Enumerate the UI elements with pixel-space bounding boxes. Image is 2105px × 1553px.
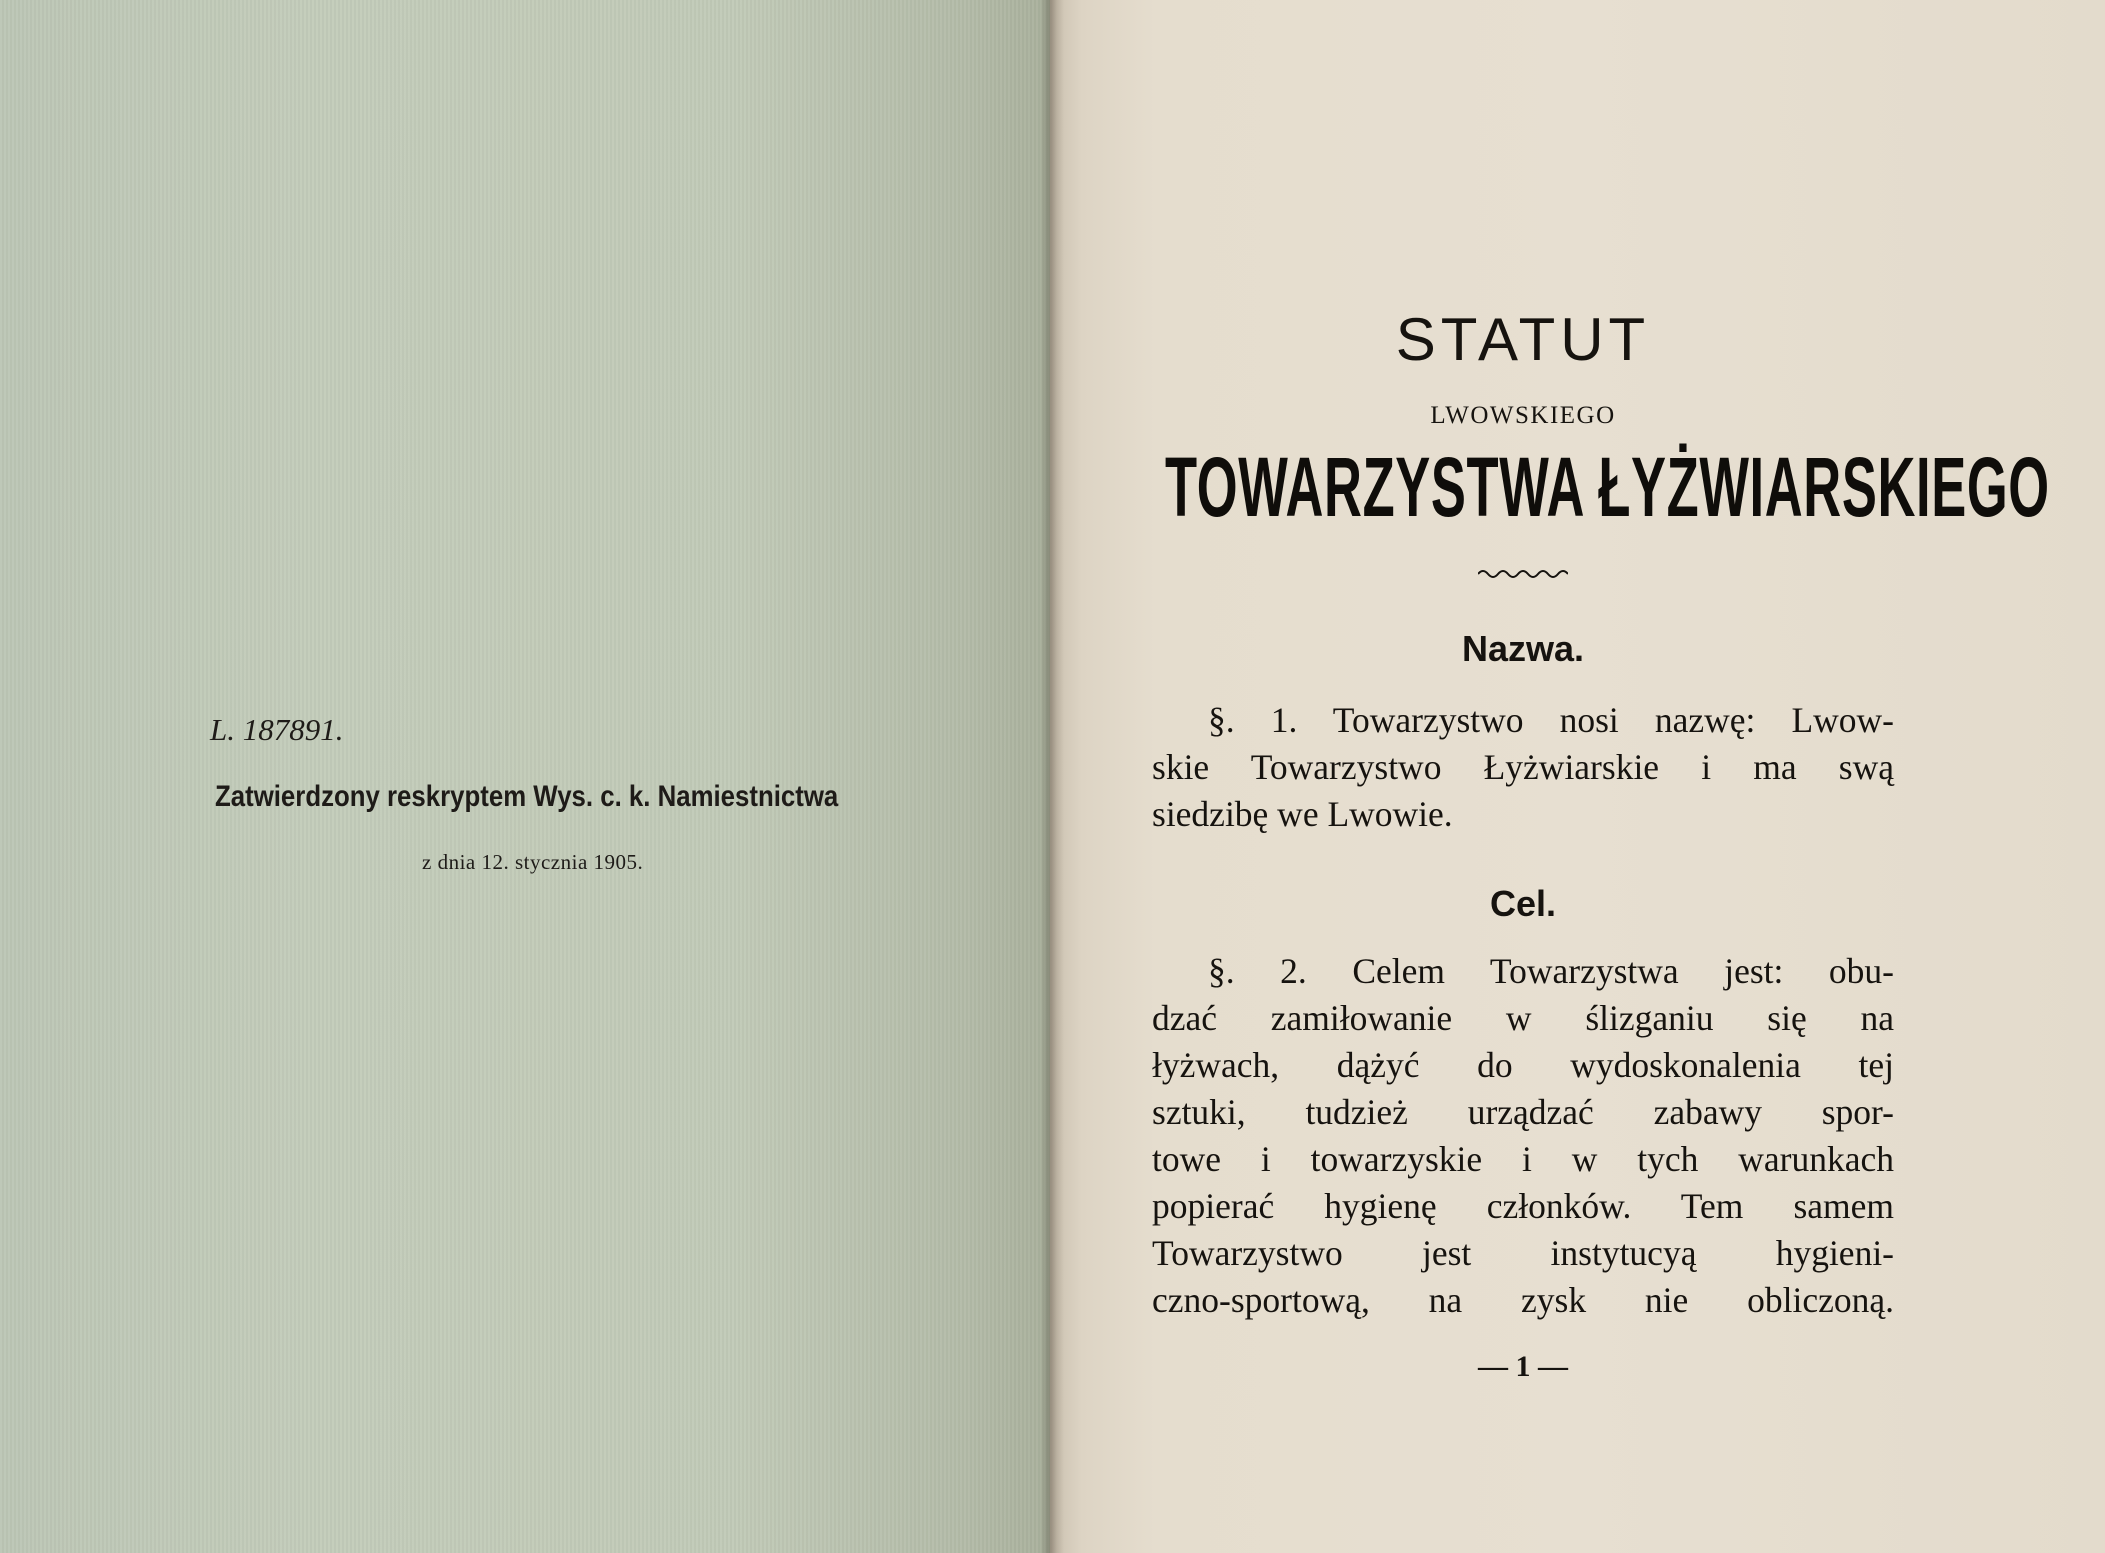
- paragraph-2-line: Towarzystwo jest instytucyą hygieni-: [1152, 1233, 1894, 1273]
- paragraph-2-line: popierać hygienę członków. Tem samem: [1152, 1186, 1894, 1226]
- paragraph-2-line: łyżwach, dążyć do wydoskonalenia tej: [1152, 1045, 1894, 1085]
- paragraph-1: [1152, 697, 1894, 838]
- paragraph-1-line: §. 1. Towarzystwo nosi nazwę: Lwow-: [1208, 700, 1894, 740]
- book-gutter: [1040, 0, 1064, 1553]
- paragraph-2-line: sztuki, tudzież urządzać zabawy spor-: [1152, 1092, 1894, 1132]
- society-name-title: TOWARZYSTWA ŁYŻWIARSKIEGO: [1165, 440, 2050, 534]
- approval-date: z dnia 12. stycznia 1905.: [422, 850, 644, 874]
- left-page: [0, 0, 1050, 1553]
- page-number: — 1 —: [1478, 1350, 1568, 1383]
- paragraph-2-line: dzać zamiłowanie w ślizganiu się na: [1152, 998, 1894, 1038]
- document-subtitle: LWOWSKIEGO: [1430, 402, 1616, 429]
- paragraph-2-line: towe i towarzyskie i w tych warunkach: [1152, 1139, 1894, 1179]
- section-heading-cel: Cel.: [1489, 883, 1557, 924]
- paragraph-1-line: skie Towarzystwo Łyżwiarskie i ma swą: [1152, 747, 1894, 787]
- section-heading-nazwa: Nazwa.: [1461, 628, 1585, 669]
- document-title: STATUT: [1395, 306, 1651, 373]
- approval-statement: Zatwierdzony reskryptem Wys. c. k. Namiestnictwa: [215, 780, 839, 813]
- paragraph-2-line: §. 2. Celem Towarzystwa jest: obu-: [1208, 951, 1894, 991]
- paragraph-2: [1152, 948, 1894, 1324]
- wave-ornament-icon: [1478, 568, 1568, 580]
- paragraph-2-line: czno-sportową, na zysk nie obliczoną.: [1152, 1280, 1894, 1320]
- reference-number: L. 187891.: [210, 712, 344, 747]
- paragraph-1-line: siedzibę we Lwowie.: [1152, 794, 1453, 834]
